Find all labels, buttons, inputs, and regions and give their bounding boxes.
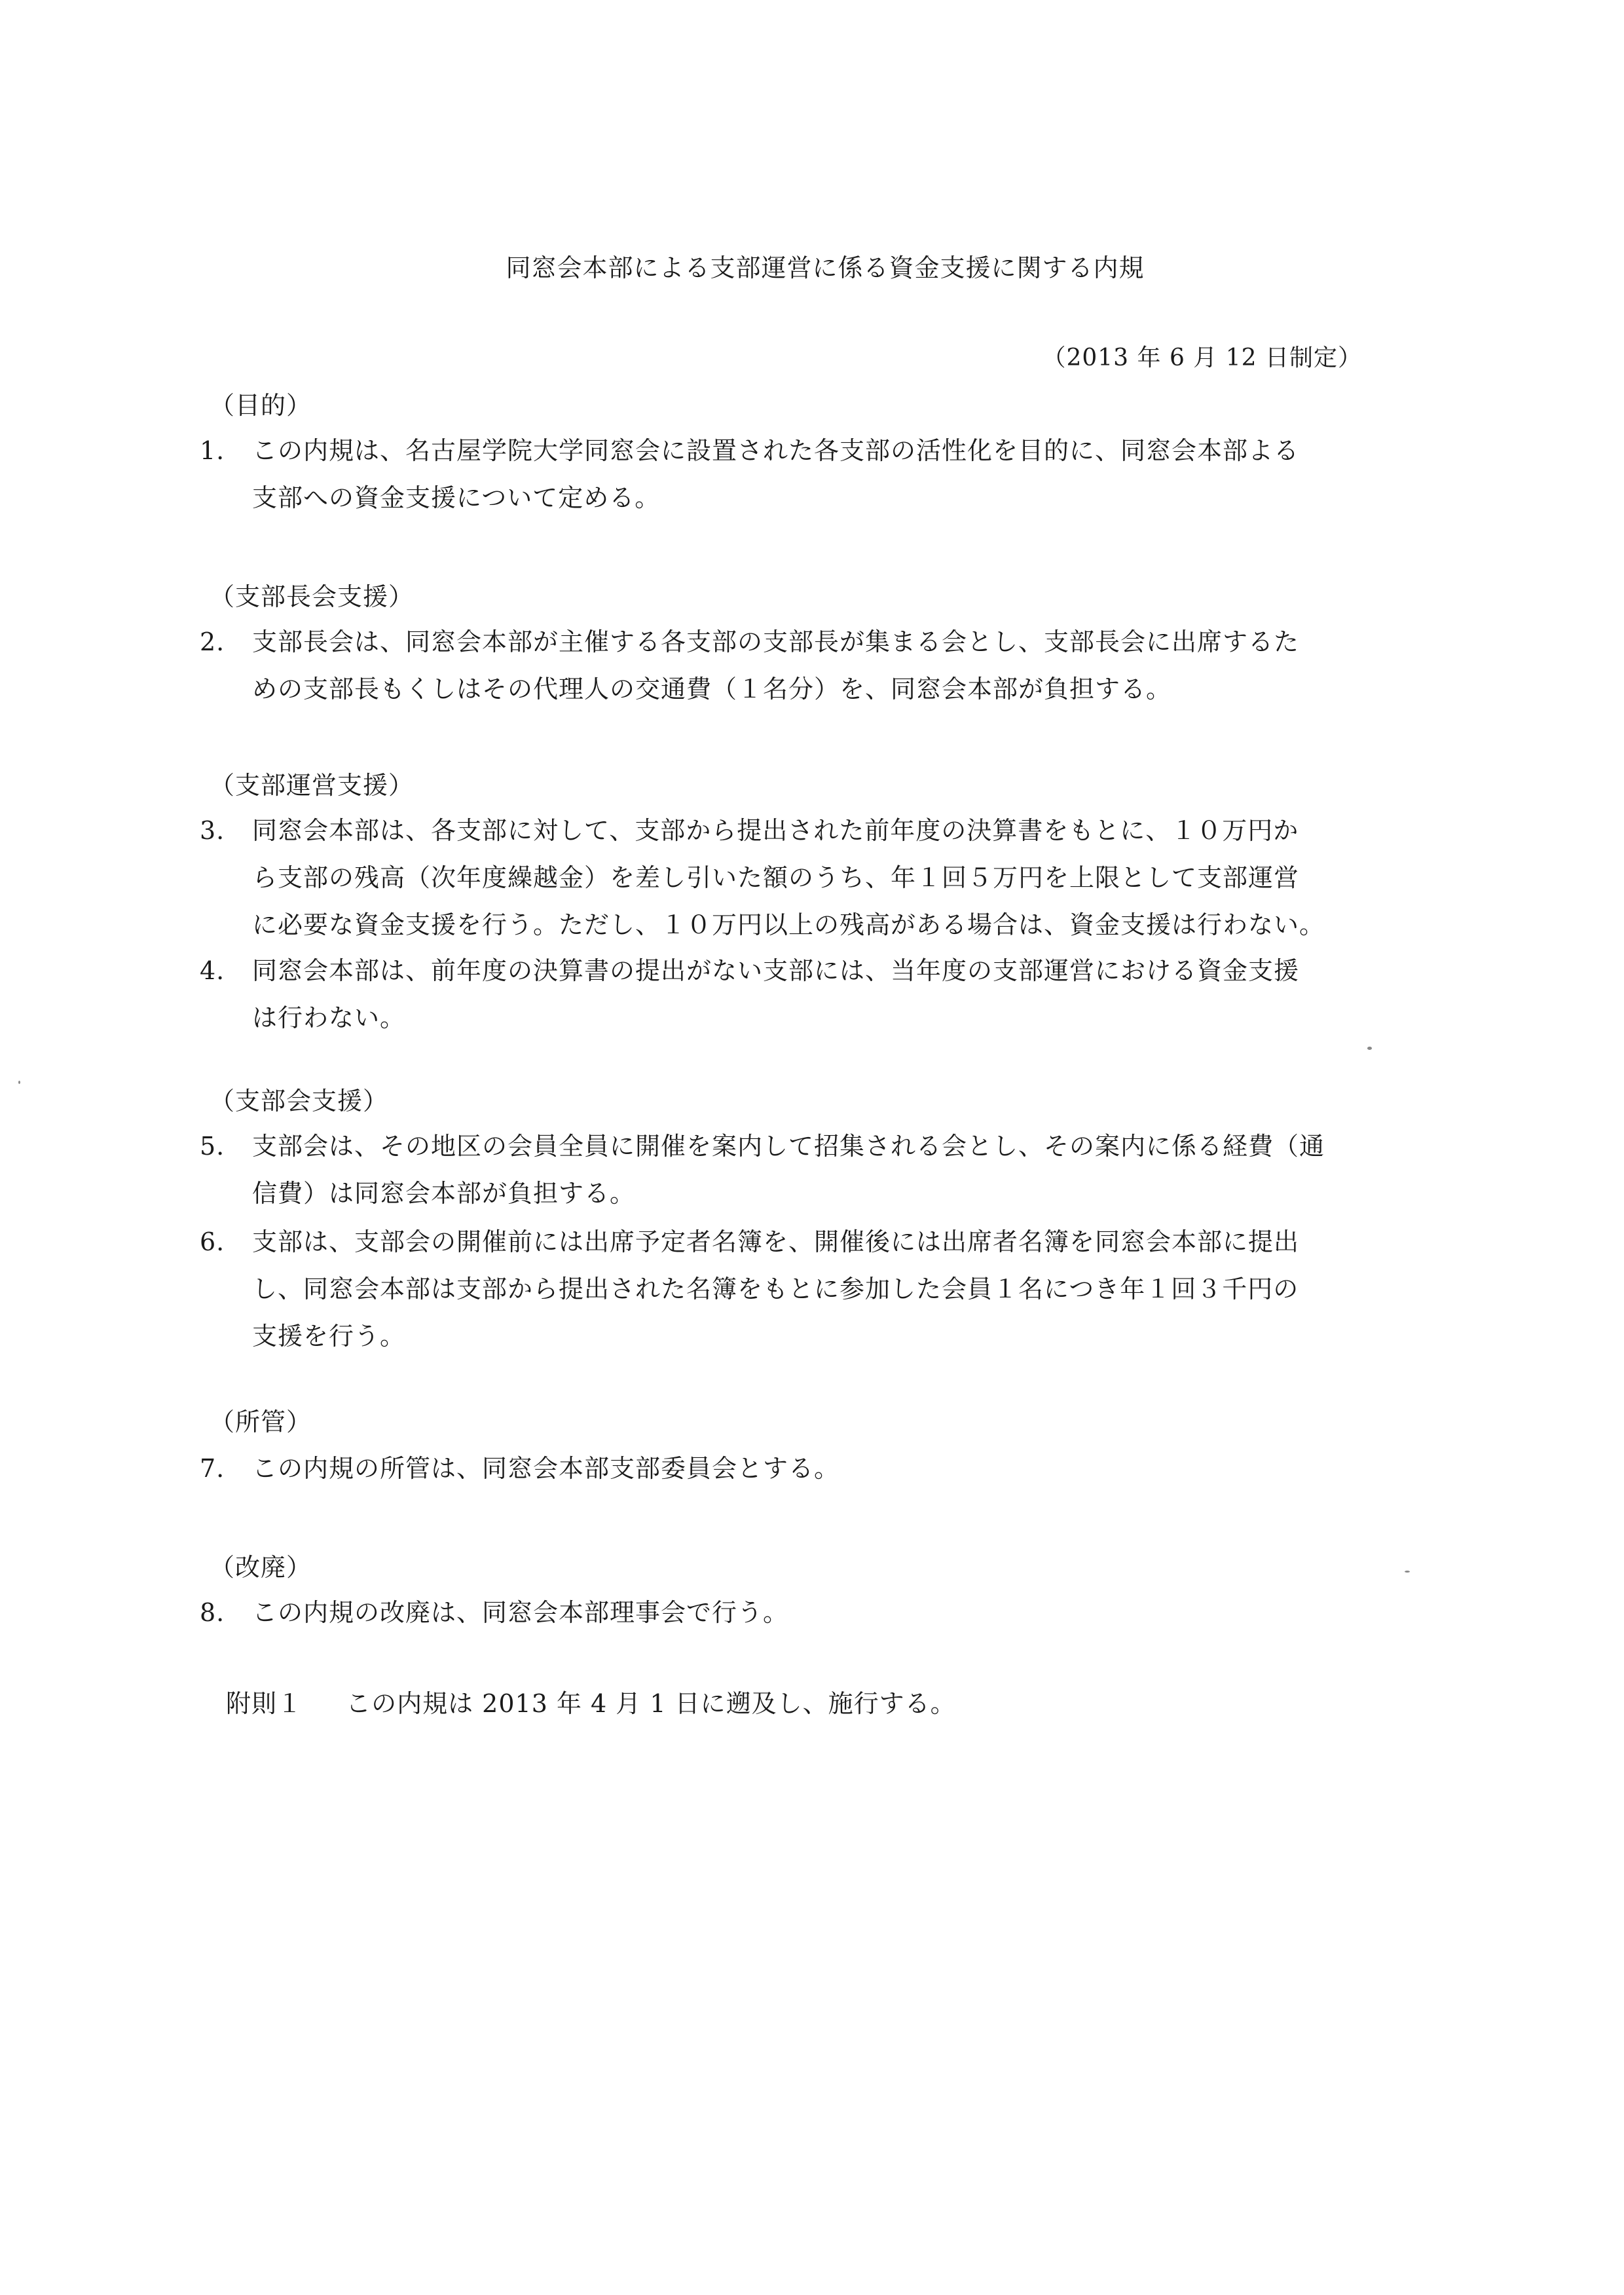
clause-line: 支部長会は、同窓会本部が主催する各支部の支部長が集まる会とし、支部長会に出席するた <box>252 627 1300 656</box>
appendix-text: この内規は 2013 年 4 月 1 日に遡及し、施行する。 <box>346 1689 956 1718</box>
section-heading-branch-chief-meeting: （支部長会支援） <box>210 582 415 611</box>
section-heading-purpose: （目的） <box>210 391 312 420</box>
section-heading-branch-operation: （支部運営支援） <box>210 771 415 800</box>
clause-text <box>252 1218 1378 1360</box>
clause-line: この内規は、名古屋学院大学同窓会に設置された各支部の活性化を目的に、同窓会本部よる <box>252 436 1300 465</box>
section-heading-branch-meeting: （支部会支援） <box>210 1087 389 1115</box>
clause-number: 7. <box>200 1454 225 1483</box>
clause-5 <box>200 1123 1378 1217</box>
clause-2 <box>200 618 1378 713</box>
clause-number: 4. <box>200 956 225 985</box>
clause-8 <box>200 1589 1378 1636</box>
clause-text <box>252 1123 1378 1217</box>
scan-speck <box>18 1081 20 1084</box>
clause-line: 支援を行う。 <box>252 1322 406 1351</box>
clause-line: この内規の改廃は、同窓会本部理事会で行う。 <box>252 1598 789 1627</box>
clause-text <box>252 618 1378 713</box>
clause-number: 6. <box>200 1227 225 1256</box>
clause-7 <box>200 1445 1378 1492</box>
scan-speck <box>1405 1571 1410 1573</box>
clause-number: 2. <box>200 627 225 656</box>
appendix <box>226 1683 956 1719</box>
clause-line: 同窓会本部は、前年度の決算書の提出がない支部には、当年度の支部運営における資金支援 <box>252 956 1300 985</box>
document-title: 同窓会本部による支部運営に係る資金支援に関する内規 <box>506 253 1145 282</box>
clause-number: 1. <box>200 436 225 465</box>
clause-6 <box>200 1218 1378 1360</box>
section-heading-jurisdiction: （所管） <box>210 1408 312 1436</box>
clause-line: 同窓会本部は、各支部に対して、支部から提出された前年度の決算書をもとに、１０万円か <box>252 816 1299 845</box>
clause-line: は行わない。 <box>252 1003 406 1032</box>
clause-line: し、同窓会本部は支部から提出された名簿をもとに参加した会員１名につき年１回３千円の <box>252 1275 1299 1303</box>
clause-1 <box>200 427 1378 521</box>
clause-line: ら支部の残高（次年度繰越金）を差し引いた額のうち、年１回５万円を上限として支部運営 <box>252 863 1300 892</box>
appendix-label: 附則１ <box>226 1689 303 1718</box>
clause-line: 支部は、支部会の開催前には出席予定者名簿を、開催後には出席者名簿を同窓会本部に提出 <box>252 1227 1300 1256</box>
clause-line: 支部会は、その地区の会員全員に開催を案内して招集される会とし、その案内に係る経費（通 <box>252 1132 1325 1161</box>
enactment-date: （2013 年 6 月 12 日制定） <box>1042 345 1362 371</box>
clause-text <box>252 1589 1378 1636</box>
clause-text <box>252 947 1378 1041</box>
clause-line: この内規の所管は、同窓会本部支部委員会とする。 <box>252 1454 840 1483</box>
clause-text <box>252 1445 1378 1492</box>
clause-4 <box>200 947 1378 1041</box>
clause-text <box>252 427 1378 521</box>
scan-speck <box>1367 1047 1372 1050</box>
clause-number: 8. <box>200 1598 225 1627</box>
clause-text <box>252 807 1378 948</box>
clause-line: に必要な資金支援を行う。ただし、１０万円以上の残高がある場合は、資金支援は行わない。 <box>252 910 1325 939</box>
clause-number: 3. <box>200 816 225 845</box>
clause-3 <box>200 807 1378 948</box>
clause-line: めの支部長もくしはその代理人の交通費（１名分）を、同窓会本部が負担する。 <box>252 675 1172 703</box>
clause-number: 5. <box>200 1132 225 1161</box>
section-heading-amendment: （改廃） <box>210 1553 312 1582</box>
clause-line: 支部への資金支援について定める。 <box>252 483 661 512</box>
clause-line: 信費）は同窓会本部が負担する。 <box>252 1179 636 1208</box>
